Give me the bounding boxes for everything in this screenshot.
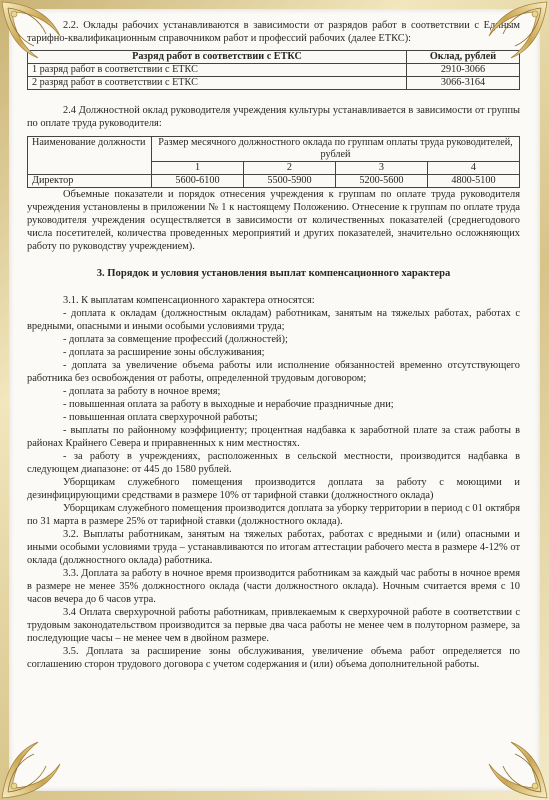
table1-header-grade: Разряд работ в соответствии с ЕТКС — [28, 51, 407, 64]
table2-cell: 5500-5900 — [243, 175, 335, 188]
paragraph-3-2: 3.2. Выплаты работникам, занятым на тяжелых работах, работах с вредными и (или) опасными и иными особыми условиями труда – устанавливаются по итогам аттестации рабочего места в размере 4-12% от оклада (должностного оклада) работника. — [27, 529, 520, 566]
paragraph-2-2: 2.2. Оклады рабочих устанавливаются в зависимости от разрядов работ в соответствии с Единым тарифно-квалификационным справочником работ и профессий рабочих (далее ЕТКС): — [27, 20, 520, 44]
section-3-title: 3. Порядок и условия установления выплат компенсационного характера — [96, 268, 451, 279]
list-item: - доплата за работу в ночное время; — [63, 386, 221, 397]
list-item: - доплата за увеличение объема работы или исполнение обязанностей временно отсутствующего работника без освобождения от работы, определенной трудовым договором; — [27, 360, 520, 384]
table1-header-salary: Оклад, рублей — [407, 51, 520, 64]
wage-grade-table — [27, 50, 520, 90]
table2-row-label: Директор — [28, 175, 152, 188]
list-item: - повышенная оплата сверхурочной работы; — [63, 412, 258, 423]
list-item: - доплата к окладам (должностным окладам) работникам, занятым на тяжелых работах, работах с вредными, опасными и иными особыми условиями труда; — [27, 308, 520, 332]
paragraph-3-4: 3.4 Оплата сверхурочной работы работникам, привлекаемым к сверхурочной работе в соответствии с трудовым законодательством производится за первые два часа работы не менее чем в полуторном размере, за последующие часы – не менее чем в двойном размере. — [27, 607, 520, 644]
ornament-corner-icon — [0, 730, 70, 800]
list-item: - доплата за расширение зоны обслуживания; — [63, 347, 265, 358]
list-item: - за работу в учреждениях, расположенных в сельской местности, производится надбавка в следующем диапазоне: от 445 до 1580 рублей. — [27, 451, 520, 475]
table2-cell: 4800-5100 — [427, 175, 519, 188]
paragraph-cleaners-disinfection: Уборщикам служебного помещения производится доплата за работу с моющими и дезинфицирующими средствами в размере 10% от тарифной ставки (должностного оклада) — [27, 477, 520, 501]
paragraph-cleaners-territory: Уборщикам служебного помещения производится доплата за уборку территории в период с 01 октября по 31 марта в размере 25% от тарифной ставки (должностного оклада). — [27, 503, 520, 527]
table2-group-number: 4 — [427, 162, 519, 175]
ornament-corner-icon — [0, 0, 70, 70]
ornament-corner-icon — [479, 730, 549, 800]
document-body — [27, 19, 520, 671]
list-item: - повышенная оплата за работу в выходные и нерабочие праздничные дни; — [63, 399, 394, 410]
paragraph-3-5: 3.5. Доплата за расширение зоны обслуживания, увеличение объема работ определяется по соглашению сторон трудового договора с учетом содержания и (или) объема дополнительной работы. — [27, 646, 520, 670]
table1-cell: 2 разряд работ в соответствии с ЕТКС — [28, 77, 407, 90]
table2-group-number: 3 — [335, 162, 427, 175]
ornament-corner-icon — [479, 0, 549, 70]
table1-cell: 2910-3066 — [407, 64, 520, 77]
list-item: - доплата за совмещение профессий (должностей); — [63, 334, 288, 345]
table2-header-position: Наименование должности — [28, 137, 152, 175]
table2-header-groups: Размер месячного должностного оклада по группам оплаты труда руководителей, рублей — [152, 137, 520, 162]
table1-cell: 3066-3164 — [407, 77, 520, 90]
director-salary-table — [27, 136, 520, 188]
paragraph-3-3: 3.3. Доплата за работу в ночное время производится работникам за каждый час работы в ночное время в размере не менее 35% должностного оклада (части должностного оклада). Ночным считается время с 10 часов вечера до 6 часов утра. — [27, 568, 520, 605]
table2-cell: 5200-5600 — [335, 175, 427, 188]
paragraph-3-1: 3.1. К выплатам компенсационного характера относятся: — [63, 295, 315, 306]
paragraph-volume-indicators: Объемные показатели и порядок отнесения учреждения к группам по оплате труда руководителя учреждения установлены в приложении № 1 к настоящему Положению. Отнесение к группам по оплате труда руководителя учреждения осуществляется в зависимости от количественных показателей (среднегодового числа посетителей, количества проведенных мероприятий и других показателей, значительно осложняющих работу по руководству учреждением). — [27, 189, 520, 252]
paragraph-2-4: 2.4 Должностной оклад руководителя учреждения культуры устанавливается в зависимости от группы по оплате труда руководителя: — [27, 105, 520, 129]
table2-group-number: 1 — [152, 162, 244, 175]
table2-group-number: 2 — [243, 162, 335, 175]
table2-cell: 5600-6100 — [152, 175, 244, 188]
table1-cell: 1 разряд работ в соответствии с ЕТКС — [28, 64, 407, 77]
document-page — [9, 9, 540, 791]
list-item: - выплаты по районному коэффициенту; процентная надбавка к заработной плате за стаж работы в районах Крайнего Севера и приравненных к ним местностях. — [27, 425, 520, 449]
